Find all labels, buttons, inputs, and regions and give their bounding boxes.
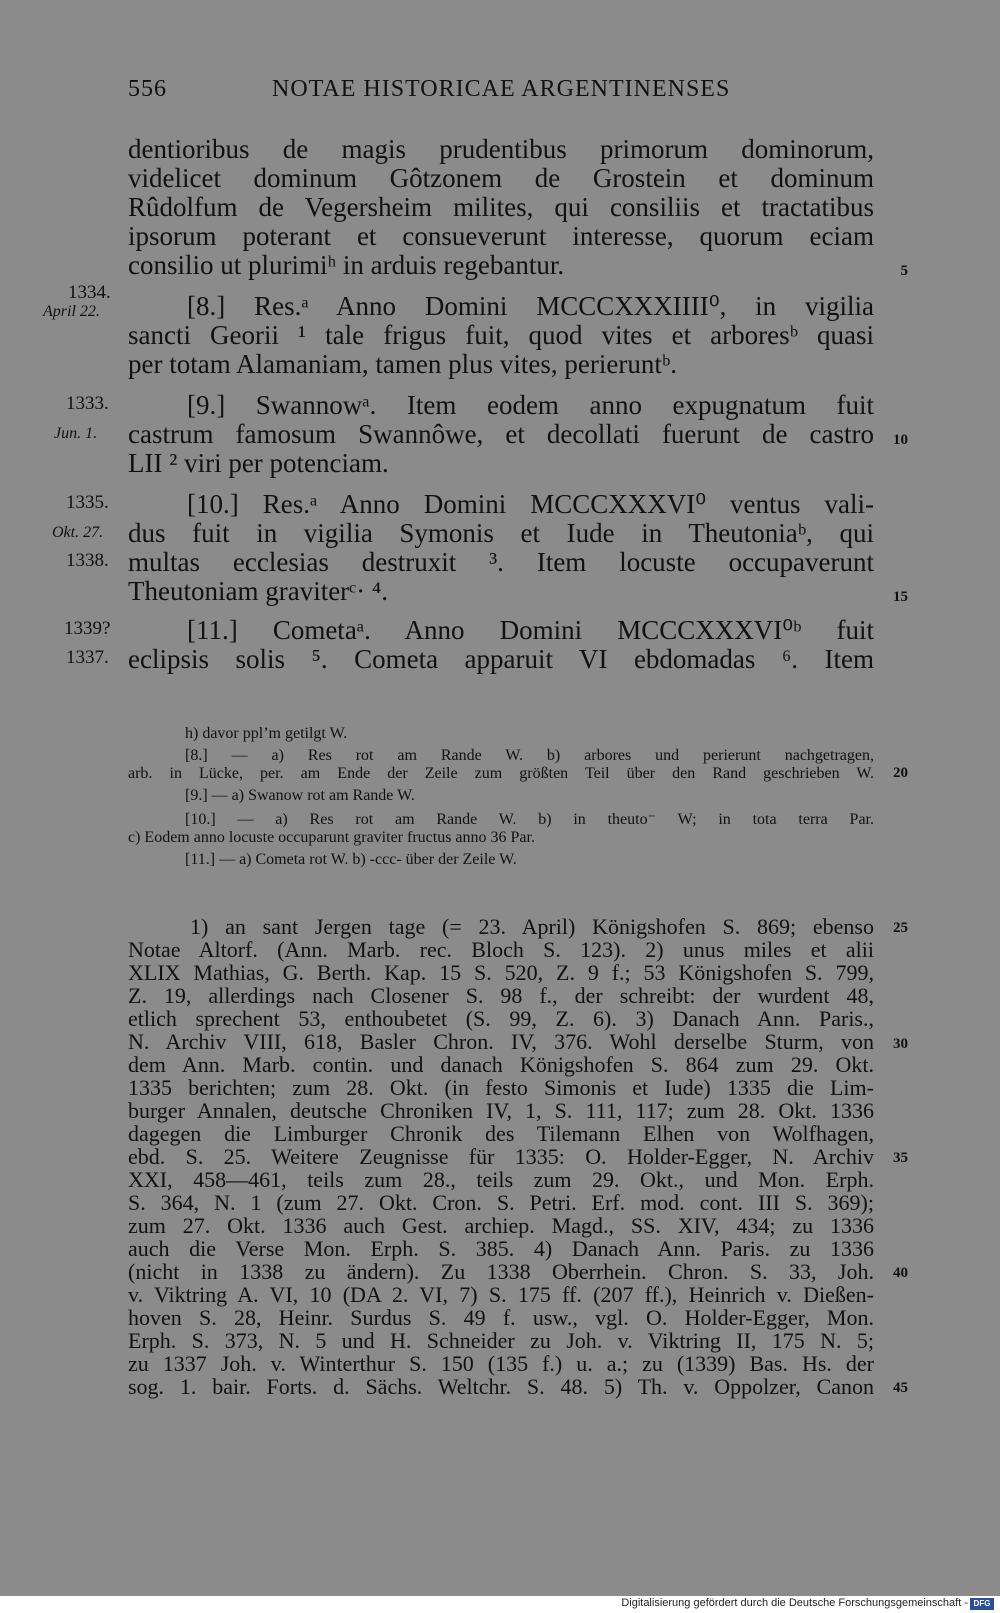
footnote-line: 1) an sant Jergen tage (= 23. April) Königshofen S. 869; ebenso <box>190 914 874 939</box>
line-number: 5 <box>900 263 908 279</box>
footnote-line: N. Archiv VIII, 618, Basler Chron. IV, 376. Wohl derselbe Sturm, von <box>128 1029 874 1054</box>
margin-date: 1337. <box>66 647 109 668</box>
main-line: multas ecclesias destruxit ³. Item locuste occupaverunt <box>128 547 874 577</box>
main-line: ipsorum poterant et consueverunt interesse, quorum eciam <box>128 221 874 251</box>
footer-credit: Digitalisierung gefördert durch die Deutsche Forschungsgemeinschaft - <box>621 1597 968 1609</box>
entry-10-line: [10.] Res.ᵃ Anno Domini MCCCXXXVI⁰ ventus vali- <box>187 489 874 519</box>
line-number: 10 <box>893 432 908 448</box>
footnote-line: zu 1337 Joh. v. Winterthur S. 150 (135 f.) u. a.; zu (1339) Bas. Hs. der <box>128 1351 874 1376</box>
footer-bar <box>0 1596 1000 1613</box>
footnote-line: XXI, 458—461, teils zum 28., teils zum 29. Okt., und Mon. Erph. <box>128 1167 874 1192</box>
page-number: 556 <box>128 76 167 102</box>
apparatus-note: [11.] — a) Cometa rot W. b) -ccc- über der Zeile W. <box>185 851 517 868</box>
footnote-line: zum 27. Okt. 1336 auch Gest. archiep. Magd., SS. XIV, 434; zu 1336 <box>128 1213 874 1238</box>
main-line: videlicet dominum Gôtzonem de Grostein et dominum <box>128 163 874 193</box>
main-line: dus fuit in vigilia Symonis et Iude in Theutoniaᵇ, qui <box>128 518 874 548</box>
main-line: LII ² viri per potenciam. <box>128 448 389 478</box>
margin-date: 1333. <box>66 393 109 414</box>
margin-date: 1335. <box>66 492 109 513</box>
dfg-logo: DFG <box>970 1598 994 1610</box>
margin-date: Jun. 1. <box>54 425 98 442</box>
apparatus-note: [8.] — a) Res rot am Rande W. b) arbores und perierunt nachgetragen, <box>185 747 874 764</box>
main-line: consilio ut plurimiʰ in arduis regebantur. <box>128 250 565 280</box>
running-title: NOTAE HISTORICAE ARGENTINENSES <box>272 76 731 102</box>
footnote-line: XLIX Mathias, G. Berth. Kap. 15 S. 520, Z. 9 f.; 53 Königshofen S. 799, <box>128 960 874 985</box>
footnote-line: ebd. S. 25. Weitere Zeugnisse für 1335: O. Holder-Egger, N. Archiv <box>128 1144 874 1169</box>
footnote-line: dagegen die Limburger Chronik des Tilemann Elhen von Wolfhagen, <box>128 1121 874 1146</box>
line-number: 30 <box>893 1036 908 1052</box>
main-line: sancti Georii ¹ tale frigus fuit, quod vites et arboresᵇ quasi <box>128 320 874 350</box>
footnote-line: auch die Verse Mon. Erph. S. 385. 4) Danach Ann. Paris. zu 1336 <box>128 1236 874 1261</box>
main-line: per totam Alamaniam, tamen plus vites, perieruntᵇ. <box>128 349 677 379</box>
footnote-line: Erph. S. 373, N. 5 und H. Schneider zu Joh. v. Viktring II, 175 N. 5; <box>128 1328 874 1353</box>
footnote-line: sog. 1. bair. Forts. d. Sächs. Weltchr. S. 48. 5) Th. v. Oppolzer, Canon <box>128 1374 874 1399</box>
line-number: 45 <box>893 1380 908 1396</box>
footnote-line: S. 364, N. 1 (zum 27. Okt. Cron. S. Petri. Erf. mod. cont. III S. 369); <box>128 1190 874 1215</box>
footnote-line: hoven S. 28, Heinr. Surdus S. 49 f. usw., vgl. O. Holder-Egger, Mon. <box>128 1305 874 1330</box>
margin-date: April 22. <box>43 303 100 320</box>
line-number: 35 <box>893 1150 908 1166</box>
margin-date: 1334. <box>68 282 111 303</box>
line-number: 40 <box>893 1265 908 1281</box>
main-line: Rûdolfum de Vegersheim milites, qui consiliis et tractatibus <box>128 192 874 222</box>
main-line: Theutoniam graviterᶜ· ⁴. <box>128 576 388 606</box>
footnote-line: dem Ann. Marb. contin. und danach Königshofen S. 864 zum 29. Okt. <box>128 1052 874 1077</box>
apparatus-note: [9.] — a) Swanow rot am Rande W. <box>185 787 415 804</box>
footnote-line: Notae Altorf. (Ann. Marb. rec. Bloch S. 123). 2) unus miles et alii <box>128 937 874 962</box>
main-line: dentioribus de magis prudentibus primorum dominorum, <box>128 134 874 164</box>
apparatus-note: [10.] — a) Res rot am Rande W. b) in theuto⁻ W; in tota terra Par. <box>185 811 874 828</box>
footnote-line: v. Viktring A. VI, 10 (DA 2. VI, 7) S. 175 ff. (207 ff.), Heinrich v. Dießen- <box>128 1282 874 1307</box>
apparatus-note: h) davor ppl’m getilgt W. <box>185 725 348 742</box>
margin-date: Okt. 27. <box>52 524 104 541</box>
margin-date: 1338. <box>66 550 109 571</box>
footnote-line: 1335 berichten; zum 28. Okt. (in festo Simonis et Iude) 1335 die Lim- <box>128 1075 874 1100</box>
apparatus-note: c) Eodem anno locuste occuparunt graviter fructus anno 36 Par. <box>128 829 535 846</box>
footnote-line: Z. 19, allerdings nach Closener S. 98 f., der schreibt: der wurdent 48, <box>128 983 874 1008</box>
line-number: 25 <box>893 920 908 936</box>
main-line: eclipsis solis ⁵. Cometa apparuit VI ebdomadas ⁶. Item <box>128 644 874 674</box>
entry-8-line: [8.] Res.ᵃ Anno Domini MCCCXXXIIII⁰, in vigilia <box>187 291 874 321</box>
footnote-line: (nicht in 1338 zu ändern). Zu 1338 Oberrhein. Chron. S. 33, Joh. <box>128 1259 874 1284</box>
main-line: castrum famosum Swannôwe, et decollati fuerunt de castro <box>128 419 874 449</box>
line-number: 20 <box>893 765 908 781</box>
margin-date: 1339? <box>64 618 111 639</box>
apparatus-note: arb. in Lücke, per. am Ende der Zeile zum größten Teil über den Rand geschrieben W. <box>128 765 874 782</box>
entry-11-line: [11.] Cometaᵃ. Anno Domini MCCCXXXVI⁰ᵇ fuit <box>187 615 874 645</box>
entry-9-line: [9.] Swannowᵃ. Item eodem anno expugnatum fuit <box>187 390 874 420</box>
footnote-line: etlich sprechent 53, enthoubetet (S. 99, Z. 6). 3) Danach Ann. Paris., <box>128 1006 874 1031</box>
line-number: 15 <box>893 589 908 605</box>
footnote-line: burger Annalen, deutsche Chroniken IV, 1, S. 111, 117; zum 28. Okt. 1336 <box>128 1098 874 1123</box>
